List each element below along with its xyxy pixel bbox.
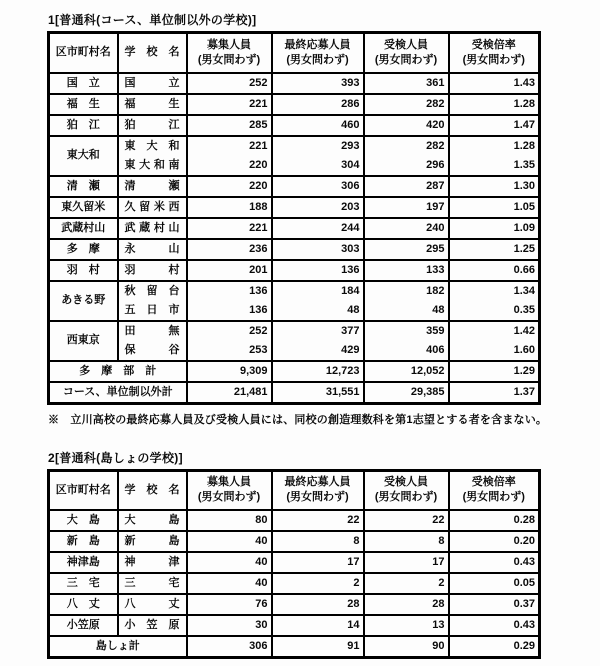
header-ratio bbox=[449, 33, 540, 73]
applied-count: 91 bbox=[272, 636, 364, 658]
recruit-count: 40 bbox=[187, 531, 272, 552]
applied-count: 304 bbox=[272, 156, 364, 176]
school-name-cell: 清瀬 bbox=[118, 176, 187, 197]
applied-count: 22 bbox=[272, 510, 364, 531]
recruit-count: 285 bbox=[187, 115, 272, 136]
applied-count: 303 bbox=[272, 239, 364, 260]
header-applied bbox=[272, 470, 364, 510]
header-row bbox=[49, 470, 540, 510]
ratio-value: 1.47 bbox=[449, 115, 540, 136]
examinees-count: 361 bbox=[364, 73, 449, 94]
header-examined-label: 受検人員 bbox=[384, 476, 428, 489]
header-recruit bbox=[187, 470, 272, 510]
table2-body bbox=[49, 510, 540, 658]
table-row bbox=[49, 281, 540, 301]
school-name-cell: 大島 bbox=[118, 510, 187, 531]
applied-count: 136 bbox=[272, 260, 364, 281]
summary-row-tama bbox=[49, 361, 540, 382]
examinees-count: 90 bbox=[364, 636, 449, 658]
header-applied-sub: (男女問わず) bbox=[286, 53, 349, 66]
table-row bbox=[49, 94, 540, 115]
municipality-cell: 国 立 bbox=[49, 73, 118, 94]
examinees-count: 420 bbox=[364, 115, 449, 136]
municipality-cell: 大 島 bbox=[49, 510, 118, 531]
recruit-count: 236 bbox=[187, 239, 272, 260]
recruit-count: 40 bbox=[187, 573, 272, 594]
examinees-count: 296 bbox=[364, 156, 449, 176]
header-applied bbox=[272, 33, 364, 73]
header-school bbox=[118, 33, 187, 73]
recruit-count: 221 bbox=[187, 136, 272, 156]
recruit-count: 21,481 bbox=[187, 382, 272, 404]
ratio-value: 0.37 bbox=[449, 594, 540, 615]
table-row bbox=[49, 156, 540, 176]
header-ratio-sub: (男女問わず) bbox=[462, 491, 525, 504]
school-name-cell: 小笠原 bbox=[118, 615, 187, 636]
header-municipality-label: 区市町村名 bbox=[55, 46, 111, 59]
municipality-cell: 狛 江 bbox=[49, 115, 118, 136]
header-applied-sub: (男女問わず) bbox=[286, 491, 349, 504]
ratio-value: 1.37 bbox=[449, 382, 540, 404]
applied-count: 8 bbox=[272, 531, 364, 552]
school-name-cell: 永山 bbox=[118, 239, 187, 260]
ratio-value: 1.28 bbox=[449, 136, 540, 156]
examinees-count: 359 bbox=[364, 321, 449, 341]
school-name-cell: 武蔵村山 bbox=[118, 218, 187, 239]
table-row bbox=[49, 136, 540, 156]
ratio-value: 0.20 bbox=[449, 531, 540, 552]
section-general-courses bbox=[47, 11, 600, 427]
table-row bbox=[49, 573, 540, 594]
table-row bbox=[49, 239, 540, 260]
table-row bbox=[49, 594, 540, 615]
table-row bbox=[49, 615, 540, 636]
header-applied-label: 最終応募人員 bbox=[284, 476, 351, 489]
municipality-cell: 羽 村 bbox=[49, 260, 118, 281]
recruit-count: 80 bbox=[187, 510, 272, 531]
table-row bbox=[49, 218, 540, 239]
recruit-count: 252 bbox=[187, 321, 272, 341]
applied-count: 306 bbox=[272, 176, 364, 197]
ratio-value: 0.35 bbox=[449, 301, 540, 321]
header-municipality bbox=[49, 470, 118, 510]
header-ratio bbox=[449, 470, 540, 510]
municipality-cell: 東大和 bbox=[49, 136, 118, 176]
school-name-cell: 東大和 bbox=[118, 136, 187, 156]
municipality-cell: 武蔵村山 bbox=[49, 218, 118, 239]
recruit-count: 252 bbox=[187, 73, 272, 94]
school-name-cell: 久留米西 bbox=[118, 197, 187, 218]
ratio-value: 1.34 bbox=[449, 281, 540, 301]
ratio-value: 1.30 bbox=[449, 176, 540, 197]
table1-title: 1[普通科(コース、単位制以外の学校)] bbox=[48, 13, 257, 27]
header-applied-label: 最終応募人員 bbox=[284, 38, 351, 51]
ratio-value: 1.35 bbox=[449, 156, 540, 176]
recruit-count: 220 bbox=[187, 176, 272, 197]
school-name-cell: 国立 bbox=[118, 73, 187, 94]
applied-count: 203 bbox=[272, 197, 364, 218]
examinees-count: 8 bbox=[364, 531, 449, 552]
examinees-count: 13 bbox=[364, 615, 449, 636]
municipality-cell: 神津島 bbox=[49, 552, 118, 573]
header-row bbox=[49, 33, 540, 73]
ratio-value: 1.42 bbox=[449, 321, 540, 341]
examinees-count: 282 bbox=[364, 136, 449, 156]
school-name-cell: 東大和南 bbox=[118, 156, 187, 176]
ratio-value: 1.09 bbox=[449, 218, 540, 239]
examinees-count: 295 bbox=[364, 239, 449, 260]
applied-count: 28 bbox=[272, 594, 364, 615]
table-row bbox=[49, 510, 540, 531]
examinees-count: 2 bbox=[364, 573, 449, 594]
school-name-cell: 保谷 bbox=[118, 341, 187, 361]
ratio-value: 1.60 bbox=[449, 341, 540, 361]
examinees-count: 29,385 bbox=[364, 382, 449, 404]
header-school-label: 学校名 bbox=[124, 46, 180, 59]
ratio-value: 1.05 bbox=[449, 197, 540, 218]
examinees-count: 197 bbox=[364, 197, 449, 218]
summary-row-total bbox=[49, 382, 540, 404]
applied-count: 12,723 bbox=[272, 361, 364, 382]
municipality-cell: 清 瀬 bbox=[49, 176, 118, 197]
header-municipality-label: 区市町村名 bbox=[55, 483, 111, 496]
ratio-value: 0.43 bbox=[449, 615, 540, 636]
recruit-count: 201 bbox=[187, 260, 272, 281]
table2-header bbox=[49, 470, 540, 510]
examinees-count: 240 bbox=[364, 218, 449, 239]
table1 bbox=[47, 31, 541, 405]
recruit-count: 188 bbox=[187, 197, 272, 218]
municipality-cell: 多 摩 bbox=[49, 239, 118, 260]
examinees-count: 12,052 bbox=[364, 361, 449, 382]
recruit-count: 136 bbox=[187, 301, 272, 321]
recruit-count: 221 bbox=[187, 94, 272, 115]
header-municipality bbox=[49, 33, 118, 73]
examinees-count: 22 bbox=[364, 510, 449, 531]
school-name-cell: 神津 bbox=[118, 552, 187, 573]
applied-count: 244 bbox=[272, 218, 364, 239]
examinees-count: 406 bbox=[364, 341, 449, 361]
applied-count: 293 bbox=[272, 136, 364, 156]
recruit-count: 253 bbox=[187, 341, 272, 361]
table-row bbox=[49, 321, 540, 341]
table-row bbox=[49, 197, 540, 218]
header-recruit bbox=[187, 33, 272, 73]
recruit-count: 306 bbox=[187, 636, 272, 658]
applied-count: 14 bbox=[272, 615, 364, 636]
header-recruit-sub: (男女問わず) bbox=[197, 491, 261, 504]
municipality-cell: 八 丈 bbox=[49, 594, 118, 615]
applied-count: 48 bbox=[272, 301, 364, 321]
table1-header bbox=[49, 33, 540, 73]
header-examined-sub: (男女問わず) bbox=[374, 491, 438, 504]
examinees-count: 17 bbox=[364, 552, 449, 573]
table2 bbox=[47, 469, 541, 660]
header-examined-sub: (男女問わず) bbox=[374, 53, 438, 66]
applied-count: 31,551 bbox=[272, 382, 364, 404]
recruit-count: 136 bbox=[187, 281, 272, 301]
examinees-count: 133 bbox=[364, 260, 449, 281]
applied-count: 17 bbox=[272, 552, 364, 573]
table-row bbox=[49, 341, 540, 361]
header-examined-label: 受検人員 bbox=[384, 38, 428, 51]
municipality-cell: 東久留米 bbox=[49, 197, 118, 218]
summary-label-cell: コース、単位制以外計 bbox=[49, 382, 187, 404]
table2-title: 2[普通科(島しょの学校)] bbox=[48, 450, 183, 465]
applied-count: 393 bbox=[272, 73, 364, 94]
school-name-cell: 五日市 bbox=[118, 301, 187, 321]
municipality-cell: 三 宅 bbox=[49, 573, 118, 594]
recruit-count: 9,309 bbox=[187, 361, 272, 382]
school-name-cell: 羽村 bbox=[118, 260, 187, 281]
header-school bbox=[118, 470, 187, 510]
applied-count: 429 bbox=[272, 341, 364, 361]
examinees-count: 287 bbox=[364, 176, 449, 197]
header-recruit-sub: (男女問わず) bbox=[197, 53, 261, 66]
municipality-cell: 福 生 bbox=[49, 94, 118, 115]
ratio-value: 0.28 bbox=[449, 510, 540, 531]
school-name-cell: 狛江 bbox=[118, 115, 187, 136]
examinees-count: 282 bbox=[364, 94, 449, 115]
summary-label-cell: 島しょ計 bbox=[49, 636, 187, 658]
municipality-cell: 新 島 bbox=[49, 531, 118, 552]
recruit-count: 221 bbox=[187, 218, 272, 239]
table-row bbox=[49, 301, 540, 321]
ratio-value: 1.25 bbox=[449, 239, 540, 260]
examinees-count: 48 bbox=[364, 301, 449, 321]
recruit-count: 220 bbox=[187, 156, 272, 176]
recruit-count: 76 bbox=[187, 594, 272, 615]
footnote: ※ 立川高校の最終応募人員及び受検人員には、同校の創造理数科を第1志望とする者を含まない。 bbox=[48, 413, 548, 426]
header-recruit-label: 募集人員 bbox=[207, 476, 251, 489]
ratio-value: 0.43 bbox=[449, 552, 540, 573]
recruit-count: 40 bbox=[187, 552, 272, 573]
header-ratio-label: 受検倍率 bbox=[471, 476, 516, 489]
applied-count: 2 bbox=[272, 573, 364, 594]
examinees-count: 182 bbox=[364, 281, 449, 301]
header-ratio-label: 受検倍率 bbox=[471, 38, 516, 51]
header-school-label: 学校名 bbox=[124, 483, 180, 496]
section-island-schools bbox=[47, 449, 600, 660]
school-name-cell: 八丈 bbox=[118, 594, 187, 615]
header-examined bbox=[364, 470, 449, 510]
ratio-value: 1.28 bbox=[449, 94, 540, 115]
municipality-cell: あきる野 bbox=[49, 281, 118, 321]
ratio-value: 1.29 bbox=[449, 361, 540, 382]
ratio-value: 1.43 bbox=[449, 73, 540, 94]
examinees-count: 28 bbox=[364, 594, 449, 615]
summary-label-cell: 多 摩 部 計 bbox=[49, 361, 187, 382]
applied-count: 377 bbox=[272, 321, 364, 341]
school-name-cell: 新島 bbox=[118, 531, 187, 552]
applied-count: 460 bbox=[272, 115, 364, 136]
municipality-cell: 西東京 bbox=[49, 321, 118, 361]
recruit-count: 30 bbox=[187, 615, 272, 636]
applied-count: 286 bbox=[272, 94, 364, 115]
municipality-cell: 小笠原 bbox=[49, 615, 118, 636]
summary-row-islands bbox=[49, 636, 540, 658]
school-name-cell: 三宅 bbox=[118, 573, 187, 594]
school-name-cell: 秋留台 bbox=[118, 281, 187, 301]
school-name-cell: 田無 bbox=[118, 321, 187, 341]
applied-count: 184 bbox=[272, 281, 364, 301]
table-row bbox=[49, 260, 540, 281]
school-name-cell: 福生 bbox=[118, 94, 187, 115]
ratio-value: 0.29 bbox=[449, 636, 540, 658]
table-row bbox=[49, 115, 540, 136]
header-recruit-label: 募集人員 bbox=[207, 38, 251, 51]
table-row bbox=[49, 552, 540, 573]
header-ratio-sub: (男女問わず) bbox=[462, 53, 525, 66]
table-row bbox=[49, 531, 540, 552]
table-row bbox=[49, 176, 540, 197]
table-row bbox=[49, 73, 540, 94]
table1-body bbox=[49, 73, 540, 404]
header-examined bbox=[364, 33, 449, 73]
ratio-value: 0.66 bbox=[449, 260, 540, 281]
ratio-value: 0.05 bbox=[449, 573, 540, 594]
